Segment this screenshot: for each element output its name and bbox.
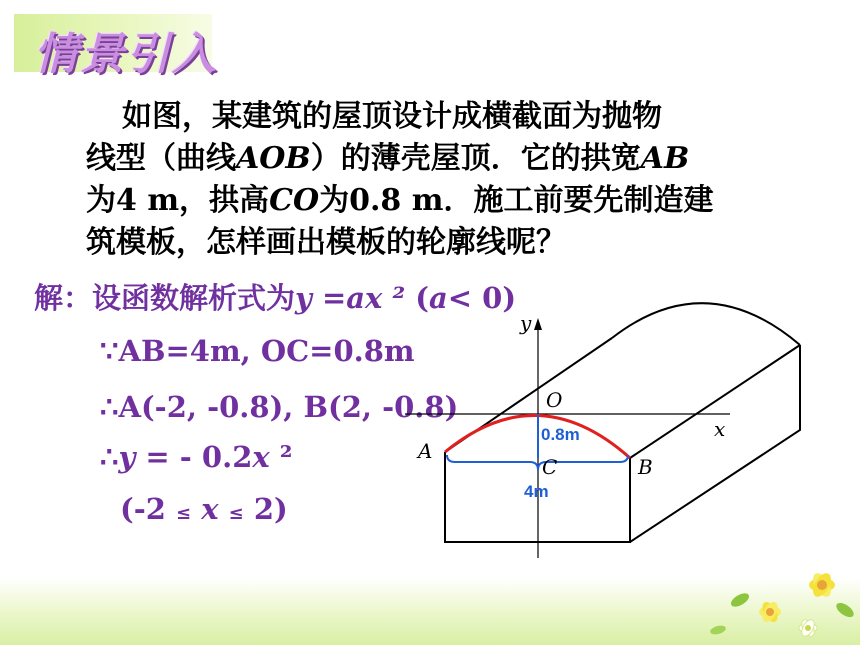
y-axis-label: y [520,311,532,335]
therefore-symbol: ∴ [100,440,119,474]
text-segment: ）的薄壳屋顶．它的拱宽 [310,141,641,176]
solution-line-2: ∵AB=4m, OC=0.8m [100,334,415,368]
formula: y =ax ² [295,281,406,315]
point-A-label: A [418,439,433,463]
text-segment: 解：设函数解析式为 [34,281,296,315]
x-axis-label: x [714,417,726,441]
text-segment: (-2 [120,492,177,526]
leq-symbol: ≤ [228,503,244,524]
y-axis-arrow-icon [534,318,542,330]
flower-decoration-icon [709,570,856,638]
side-face-outline [630,345,800,542]
width-label: 4m [524,482,549,501]
point-C-label: C [542,455,558,479]
text-segment: = - 0.2 [135,440,253,474]
variable: x [252,440,270,474]
problem-line-1: 如图，某建筑的屋顶设计成横截面为抛物 [122,99,662,134]
variable: x [191,492,229,526]
back-arch [612,303,800,345]
point-O-label: O [546,388,563,412]
variable: y [118,440,136,474]
text-segment: ( [405,281,429,315]
text-segment: 2) [243,492,288,526]
point-B-label: B [638,455,653,479]
segment-name: AB [640,141,690,176]
right-ridge-edge [630,345,800,458]
text-segment: 为0.8 m．施工前要先制造建 [319,183,714,218]
text-segment: 为4 m，拱高 [86,183,270,218]
leq-symbol: ≤ [176,503,192,524]
text-segment: < 0) [447,281,517,315]
height-label: 0.8m [541,425,580,444]
solution-line-3: ∴A(-2, -0.8), B(2, -0.8) [100,390,459,424]
segment-name: CO [269,183,320,218]
text-segment: ² [269,440,293,474]
page-title: 情景引入 [34,29,218,80]
curve-name: AOB [236,141,311,176]
problem-line-4: 筑模板，怎样画出模板的轮廓线呢？ [86,225,566,260]
text-segment: 线型（曲线 [86,141,236,176]
variable: a [428,281,448,315]
